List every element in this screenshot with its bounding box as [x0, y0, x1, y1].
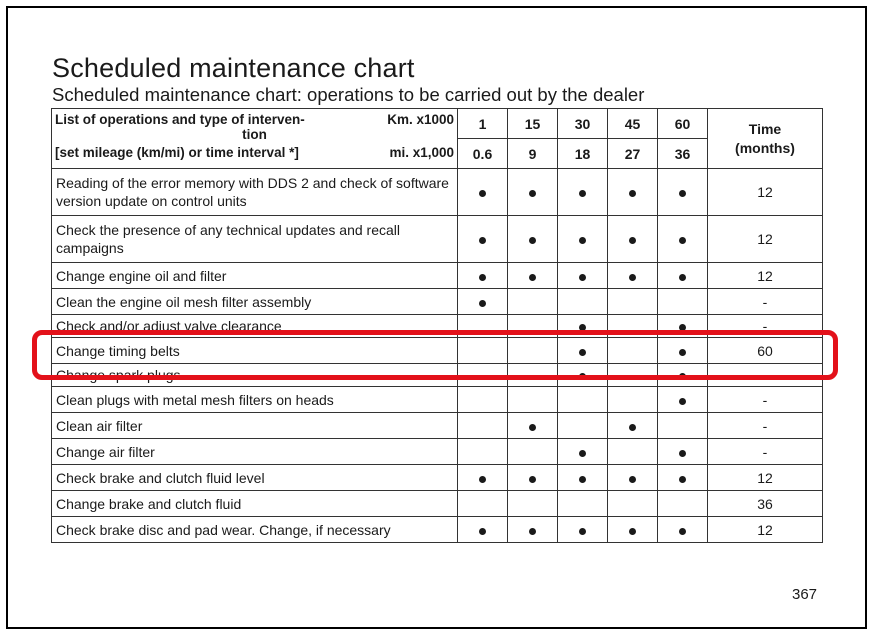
bullet-icon: [479, 528, 486, 535]
operations-header-line1: List of operations and type of interven-: [55, 112, 305, 127]
interval-cell: [608, 216, 658, 263]
mi-interval-header: 9: [508, 139, 558, 169]
bullet-icon: [529, 528, 536, 535]
interval-cell: [508, 169, 558, 216]
km-label: Km. x1000: [387, 112, 454, 127]
operation-cell: Clean plugs with metal mesh filters on heads: [52, 387, 458, 413]
page-subtitle: Scheduled maintenance chart: operations to be carried out by the dealer: [52, 84, 645, 105]
interval-cell: [608, 263, 658, 289]
operation-cell: Change spark plugs: [52, 364, 458, 387]
interval-cell: [558, 216, 608, 263]
interval-cell: [658, 387, 708, 413]
time-header-line1: Time: [748, 120, 782, 137]
operations-header-line3: [set mileage (km/mi) or time interval *]: [55, 145, 299, 160]
interval-cell: [558, 413, 608, 439]
bullet-icon: [679, 476, 686, 483]
interval-cell: [558, 517, 608, 543]
interval-cell: [558, 439, 608, 465]
km-interval-header: 45: [608, 109, 658, 139]
interval-cell: [608, 413, 658, 439]
operations-header-line2: tion: [242, 127, 267, 142]
interval-cell: [608, 491, 658, 517]
table-row: [52, 465, 823, 491]
table-row: [52, 263, 823, 289]
table-row: [52, 387, 823, 413]
time-cell: 60: [708, 338, 823, 364]
bullet-icon: [629, 190, 636, 197]
bullet-icon: [529, 237, 536, 244]
mi-interval-header: 18: [558, 139, 608, 169]
highlight-box: [32, 330, 838, 380]
page-number: 367: [792, 586, 818, 603]
operation-cell: Change timing belts: [52, 338, 458, 364]
interval-cell: [558, 289, 608, 315]
mi-interval-header: 27: [608, 139, 658, 169]
bullet-icon: [579, 450, 586, 457]
table-row: [52, 439, 823, 465]
interval-cell: [458, 169, 508, 216]
km-interval-header: 60: [658, 109, 708, 139]
time-header-line2: (months): [735, 139, 795, 156]
interval-cell: [608, 439, 658, 465]
bullet-icon: [529, 424, 536, 431]
interval-cell: [508, 263, 558, 289]
maintenance-table: [51, 108, 823, 543]
time-cell: 12: [708, 263, 823, 289]
time-cell: 12: [708, 169, 823, 216]
mi-interval-header: 36: [658, 139, 708, 169]
operation-cell: Check brake and clutch fluid level: [52, 465, 458, 491]
interval-cell: [458, 517, 508, 543]
bullet-icon: [579, 476, 586, 483]
mi-interval-header: 0.6: [458, 139, 508, 169]
interval-cell: [658, 465, 708, 491]
interval-cell: [558, 387, 608, 413]
operations-column-header: [52, 109, 458, 169]
time-cell: -: [708, 439, 823, 465]
interval-cell: [458, 289, 508, 315]
operation-cell: Clean air filter: [52, 413, 458, 439]
time-column-header: [708, 109, 823, 169]
interval-cell: [608, 169, 658, 216]
interval-cell: [508, 216, 558, 263]
time-cell: -: [708, 413, 823, 439]
bullet-icon: [629, 476, 636, 483]
bullet-icon: [529, 476, 536, 483]
interval-cell: [558, 263, 608, 289]
interval-cell: [608, 465, 658, 491]
time-cell: -: [708, 387, 823, 413]
interval-cell: [558, 491, 608, 517]
page-title: Scheduled maintenance chart: [52, 53, 415, 83]
interval-cell: [508, 491, 558, 517]
bullet-icon: [479, 237, 486, 244]
interval-cell: [658, 169, 708, 216]
interval-cell: [658, 263, 708, 289]
bullet-icon: [579, 274, 586, 281]
time-cell: -: [708, 289, 823, 315]
interval-cell: [558, 465, 608, 491]
interval-cell: [658, 491, 708, 517]
table-row: [52, 216, 823, 263]
header-row-km: [52, 109, 823, 139]
time-cell: -: [708, 364, 823, 387]
bullet-icon: [479, 190, 486, 197]
interval-cell: [608, 517, 658, 543]
bullet-icon: [679, 190, 686, 197]
table-row: [52, 517, 823, 543]
interval-cell: [508, 413, 558, 439]
km-interval-header: 1: [458, 109, 508, 139]
km-interval-header: 15: [508, 109, 558, 139]
interval-cell: [508, 465, 558, 491]
operation-cell: Check the presence of any technical updates and recall campaigns: [52, 216, 458, 263]
operation-cell: Change air filter: [52, 439, 458, 465]
time-cell: 12: [708, 517, 823, 543]
operation-cell: Change brake and clutch fluid: [52, 491, 458, 517]
bullet-icon: [679, 528, 686, 535]
interval-cell: [608, 289, 658, 315]
bullet-icon: [629, 237, 636, 244]
operation-cell: Clean the engine oil mesh filter assembly: [52, 289, 458, 315]
interval-cell: [608, 387, 658, 413]
interval-cell: [458, 491, 508, 517]
operation-cell: Check and/or adjust valve clearance: [52, 315, 458, 338]
time-cell: -: [708, 315, 823, 338]
interval-cell: [558, 169, 608, 216]
interval-cell: [658, 439, 708, 465]
bullet-icon: [479, 476, 486, 483]
interval-cell: [458, 216, 508, 263]
bullet-icon: [579, 237, 586, 244]
table-row: [52, 491, 823, 517]
bullet-icon: [479, 274, 486, 281]
bullet-icon: [679, 450, 686, 457]
table-row: [52, 169, 823, 216]
interval-cell: [658, 517, 708, 543]
operation-cell: Change engine oil and filter: [52, 263, 458, 289]
km-interval-header: 30: [558, 109, 608, 139]
bullet-icon: [529, 190, 536, 197]
interval-cell: [508, 289, 558, 315]
bullet-icon: [579, 528, 586, 535]
interval-cell: [458, 387, 508, 413]
time-cell: 36: [708, 491, 823, 517]
interval-cell: [508, 439, 558, 465]
bullet-icon: [629, 528, 636, 535]
interval-cell: [458, 439, 508, 465]
bullet-icon: [679, 398, 686, 405]
interval-cell: [658, 413, 708, 439]
bullet-icon: [629, 424, 636, 431]
interval-cell: [658, 216, 708, 263]
operation-cell: Reading of the error memory with DDS 2 and check of software version update on control units: [52, 169, 458, 216]
bullet-icon: [529, 274, 536, 281]
interval-cell: [508, 387, 558, 413]
operation-cell: Check brake disc and pad wear. Change, if necessary: [52, 517, 458, 543]
bullet-icon: [679, 274, 686, 281]
interval-cell: [458, 465, 508, 491]
time-cell: 12: [708, 465, 823, 491]
mi-label: mi. x1,000: [389, 145, 454, 160]
bullet-icon: [679, 237, 686, 244]
interval-cell: [458, 263, 508, 289]
interval-cell: [458, 413, 508, 439]
bullet-icon: [479, 300, 486, 307]
interval-cell: [658, 289, 708, 315]
interval-cell: [508, 517, 558, 543]
bullet-icon: [629, 274, 636, 281]
time-cell: 12: [708, 216, 823, 263]
bullet-icon: [579, 190, 586, 197]
table-row: [52, 413, 823, 439]
table-row: [52, 289, 823, 315]
